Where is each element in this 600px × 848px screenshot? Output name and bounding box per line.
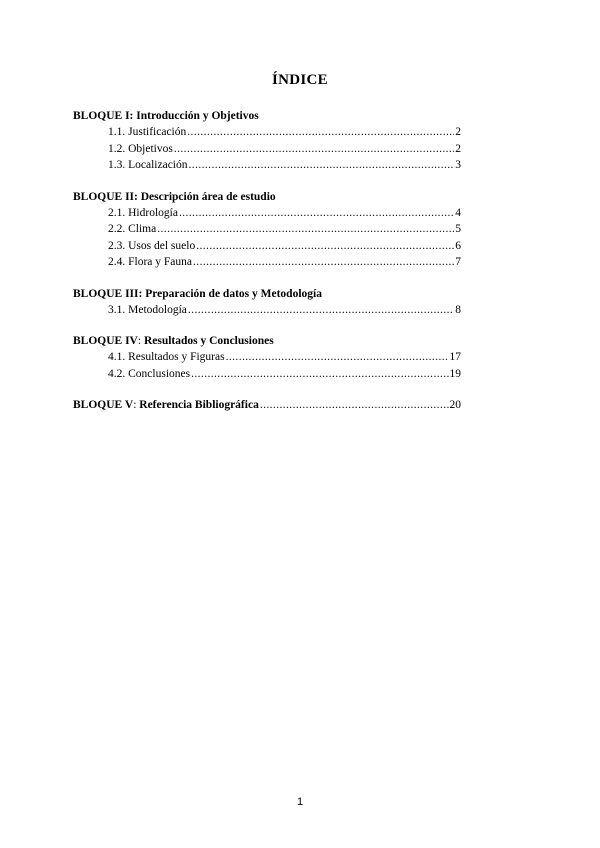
toc-block-heading-lead: BLOQUE IV: [73, 335, 138, 347]
toc-entry[interactable]: [73, 302, 461, 319]
toc-entry-label: 2.3. Usos del suelo: [108, 239, 196, 252]
dot-leader: [193, 254, 454, 271]
toc-entry-label: 3.1. Metodología: [108, 303, 187, 316]
toc-entry-page: 2: [455, 142, 461, 155]
toc-block-heading-entry[interactable]: [73, 397, 461, 414]
toc-entry[interactable]: [73, 141, 461, 158]
toc-block-heading-lead: BLOQUE V: [73, 399, 134, 411]
dot-leader: [157, 221, 454, 238]
toc-entry-page: 8: [455, 303, 461, 316]
toc-entry-label: 1.2. Objetivos: [108, 142, 173, 155]
dot-leader: [189, 157, 455, 174]
toc-block-heading-label: [73, 397, 259, 414]
toc-entry[interactable]: [73, 157, 461, 174]
dot-leader: [260, 397, 449, 414]
toc-entry-page: 19: [449, 367, 461, 380]
toc-entry-page: 20: [449, 399, 461, 411]
dot-leader: [196, 238, 454, 255]
toc-block-heading-separator: :: [133, 399, 137, 411]
toc-entry-page: 7: [455, 256, 461, 268]
toc-entry-page: 5: [455, 223, 461, 235]
dot-leader: [179, 205, 454, 222]
toc-entry-label: 1.3. Localización: [108, 159, 188, 171]
toc-entry-page: 3: [455, 159, 461, 171]
toc-entry-label: 2.1. Hidrología: [108, 206, 178, 219]
toc-entry[interactable]: [73, 366, 461, 383]
toc-block-4: [73, 333, 461, 382]
toc-entry-page: 4: [455, 206, 461, 219]
page-number: 1: [296, 796, 304, 808]
toc-block-heading[interactable]: BLOQUE III: Preparación de datos y Metodología: [73, 287, 322, 300]
page-title: ÍNDICE: [272, 72, 328, 88]
toc-entry-label: 4.1. Resultados y Figuras: [108, 351, 225, 363]
toc-block-heading-separator: :: [137, 335, 142, 347]
toc-entry-page: 17: [449, 351, 461, 363]
toc-entry[interactable]: [73, 238, 461, 255]
toc-block-heading-rest: Resultados y Conclusiones: [141, 335, 274, 347]
toc-block-heading[interactable]: BLOQUE I: Introducción y Objetivos: [73, 110, 259, 122]
dot-leader: [188, 302, 454, 319]
toc-entry-page: 6: [455, 239, 461, 252]
dot-leader: [187, 124, 454, 141]
toc-entry[interactable]: [73, 221, 461, 238]
toc-entry-label: 2.2. Clima: [108, 223, 157, 235]
toc-block-heading[interactable]: [73, 333, 461, 349]
toc-block-1: [73, 108, 461, 174]
toc-entry[interactable]: [73, 254, 461, 271]
toc-block-heading[interactable]: BLOQUE II: Descripción área de estudio: [73, 190, 276, 203]
toc-block-5: [73, 397, 461, 414]
toc-entry[interactable]: [73, 349, 461, 366]
dot-leader: [191, 366, 448, 383]
toc-entry[interactable]: [73, 124, 461, 141]
toc-entry[interactable]: [73, 205, 461, 222]
dot-leader: [226, 349, 449, 366]
toc-block-3: [73, 286, 461, 319]
toc-entry-page: 2: [455, 126, 461, 138]
toc-block-heading-rest: Referencia Bibliográfica: [136, 399, 259, 411]
toc-entry-label: 2.4. Flora y Fauna: [108, 256, 193, 268]
toc-entry-label: 4.2. Conclusiones: [108, 367, 191, 380]
toc-block-2: [73, 189, 461, 271]
toc-entry-label: 1.1. Justificación: [108, 126, 187, 138]
table-of-contents: [73, 108, 461, 429]
dot-leader: [174, 141, 454, 158]
